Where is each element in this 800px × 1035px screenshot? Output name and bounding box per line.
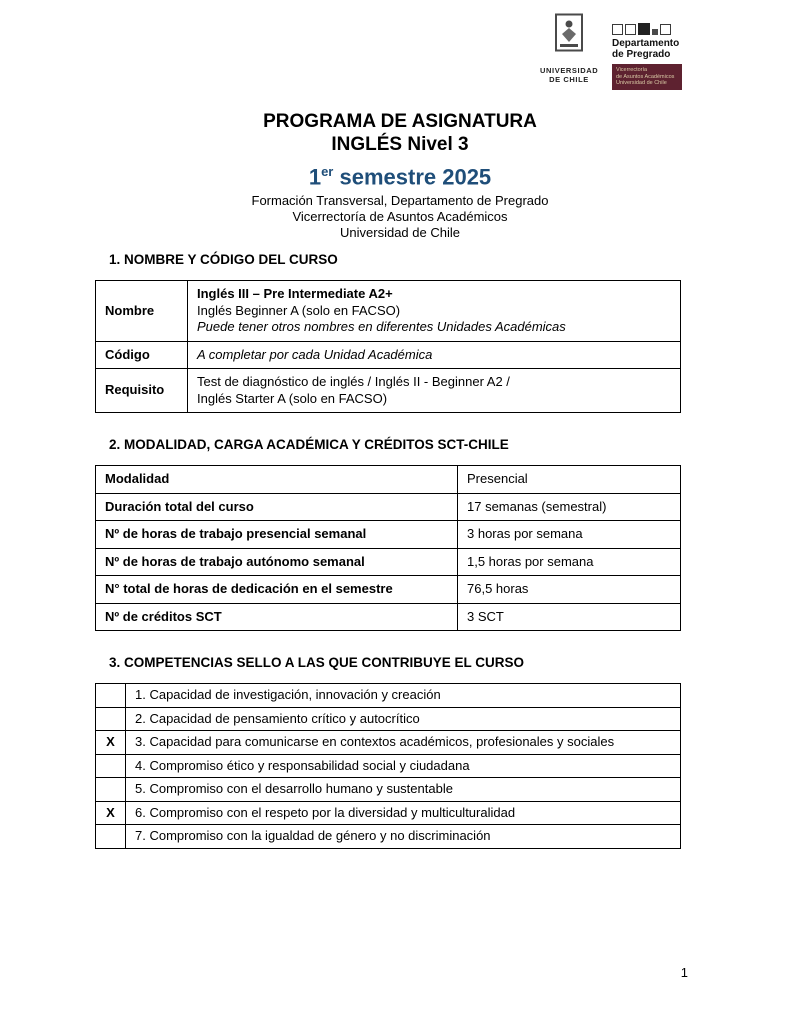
value-cell: 3 SCT	[458, 603, 681, 631]
departamento-pregrado-logo	[612, 20, 692, 90]
section-2-heading: 2. MODALIDAD, CARGA ACADÉMICA Y CRÉDITOS SCT-CHILE	[109, 437, 509, 452]
logo-right-box-line1: Vicerrectoría	[616, 67, 648, 73]
logo-right-box-line3: Universidad de Chile	[616, 80, 667, 86]
pixel-squares-icon	[612, 20, 692, 35]
subtitle-line1: Formación Transversal, Departamento de Pregrado	[251, 193, 549, 209]
logo-right-maroon-box	[612, 64, 682, 90]
table-row	[96, 778, 681, 802]
mark-cell	[96, 778, 126, 802]
value-cell: Presencial	[458, 466, 681, 494]
competency-cell: 4. Compromiso ético y responsabilidad social y ciudadana	[126, 754, 681, 778]
competency-cell: 5. Compromiso con el desarrollo humano y sustentable	[126, 778, 681, 802]
course-name-table	[95, 280, 681, 413]
subtitle-line3: Universidad de Chile	[340, 225, 460, 241]
label-cell: Nº de créditos SCT	[96, 603, 458, 631]
label-cell: Nombre	[96, 281, 188, 342]
table-row	[96, 684, 681, 708]
label-cell: Requisito	[96, 369, 188, 413]
label-cell: Nº de horas de trabajo autónomo semanal	[96, 548, 458, 576]
logo-left-text-line1: UNIVERSIDAD	[540, 66, 599, 75]
logo-left-text-line2: DE CHILE	[549, 75, 589, 84]
logo-right-title-line2: de Pregrado	[612, 49, 671, 60]
table-row	[96, 576, 681, 604]
course-name-line2: Inglés Beginner A (solo en FACSO)	[197, 302, 401, 318]
course-title: INGLÉS Nivel 3	[331, 134, 469, 155]
value-cell: 76,5 horas	[458, 576, 681, 604]
requisito-line1: Test de diagnóstico de inglés / Inglés II - Beginner A2 /	[197, 374, 510, 389]
table-row	[96, 341, 681, 369]
mark-cell: X	[96, 731, 126, 755]
table-row	[96, 521, 681, 549]
label-cell: N° total de horas de dedicación en el semestre	[96, 576, 458, 604]
course-name-line1: Inglés III – Pre Intermediate A2+	[197, 286, 393, 301]
title-block	[0, 110, 800, 241]
semester-number: 1	[308, 164, 322, 190]
requisito-line2: Inglés Starter A (solo en FACSO)	[197, 390, 388, 406]
table-row	[96, 731, 681, 755]
competency-cell: 2. Capacidad de pensamiento crítico y autocrítico	[126, 707, 681, 731]
section-3-heading: 3. COMPETENCIAS SELLO A LAS QUE CONTRIBUYE EL CURSO	[109, 655, 525, 670]
course-name-line3: Puede tener otros nombres en diferentes Unidades Académicas	[197, 319, 566, 334]
document-content	[95, 252, 681, 873]
document-title: PROGRAMA DE ASIGNATURA	[263, 111, 537, 132]
value-cell	[188, 369, 681, 413]
table-row	[96, 493, 681, 521]
value-cell: 17 semanas (semestral)	[458, 493, 681, 521]
competency-cell: 3. Capacidad para comunicarse en contextos académicos, profesionales y sociales	[126, 731, 681, 755]
semester-rest: semestre 2025	[333, 164, 492, 190]
value-cell	[188, 281, 681, 342]
section-1-heading: 1. NOMBRE Y CÓDIGO DEL CURSO	[109, 252, 338, 267]
logo-right-box-line2: de Asuntos Académicos	[616, 73, 675, 80]
table-row	[96, 707, 681, 731]
value-cell: 3 horas por semana	[458, 521, 681, 549]
table-row	[96, 466, 681, 494]
competency-cell: 1. Capacidad de investigación, innovación y creación	[126, 684, 681, 708]
competency-cell: 7. Compromiso con la igualdad de género y no discriminación	[126, 825, 681, 849]
label-cell: Modalidad	[96, 466, 458, 494]
mark-cell	[96, 707, 126, 731]
competency-cell: 6. Compromiso con el respeto por la diversidad y multiculturalidad	[126, 801, 681, 825]
label-cell: Código	[96, 341, 188, 369]
value-cell: A completar por cada Unidad Académica	[188, 341, 681, 369]
label-cell: Nº de horas de trabajo presencial semanal	[96, 521, 458, 549]
table-row	[96, 369, 681, 413]
logo-right-title-line1: Departamento	[612, 38, 680, 49]
table-row	[96, 548, 681, 576]
subtitle-line2: Vicerrectoría de Asuntos Académicos	[292, 209, 508, 225]
table-row	[96, 754, 681, 778]
semester-title	[0, 158, 800, 190]
mark-cell	[96, 754, 126, 778]
semester-ordinal: er	[321, 164, 334, 179]
university-crest-icon	[549, 13, 589, 59]
table-row	[96, 801, 681, 825]
universidad-de-chile-logo	[540, 13, 598, 84]
competencies-table	[95, 683, 681, 849]
workload-table	[95, 465, 681, 631]
mark-cell: X	[96, 801, 126, 825]
table-row	[96, 825, 681, 849]
mark-cell	[96, 684, 126, 708]
page-number: 1	[680, 965, 688, 980]
value-cell: 1,5 horas por semana	[458, 548, 681, 576]
label-cell: Duración total del curso	[96, 493, 458, 521]
table-row	[96, 603, 681, 631]
mark-cell	[96, 825, 126, 849]
table-row	[96, 281, 681, 342]
